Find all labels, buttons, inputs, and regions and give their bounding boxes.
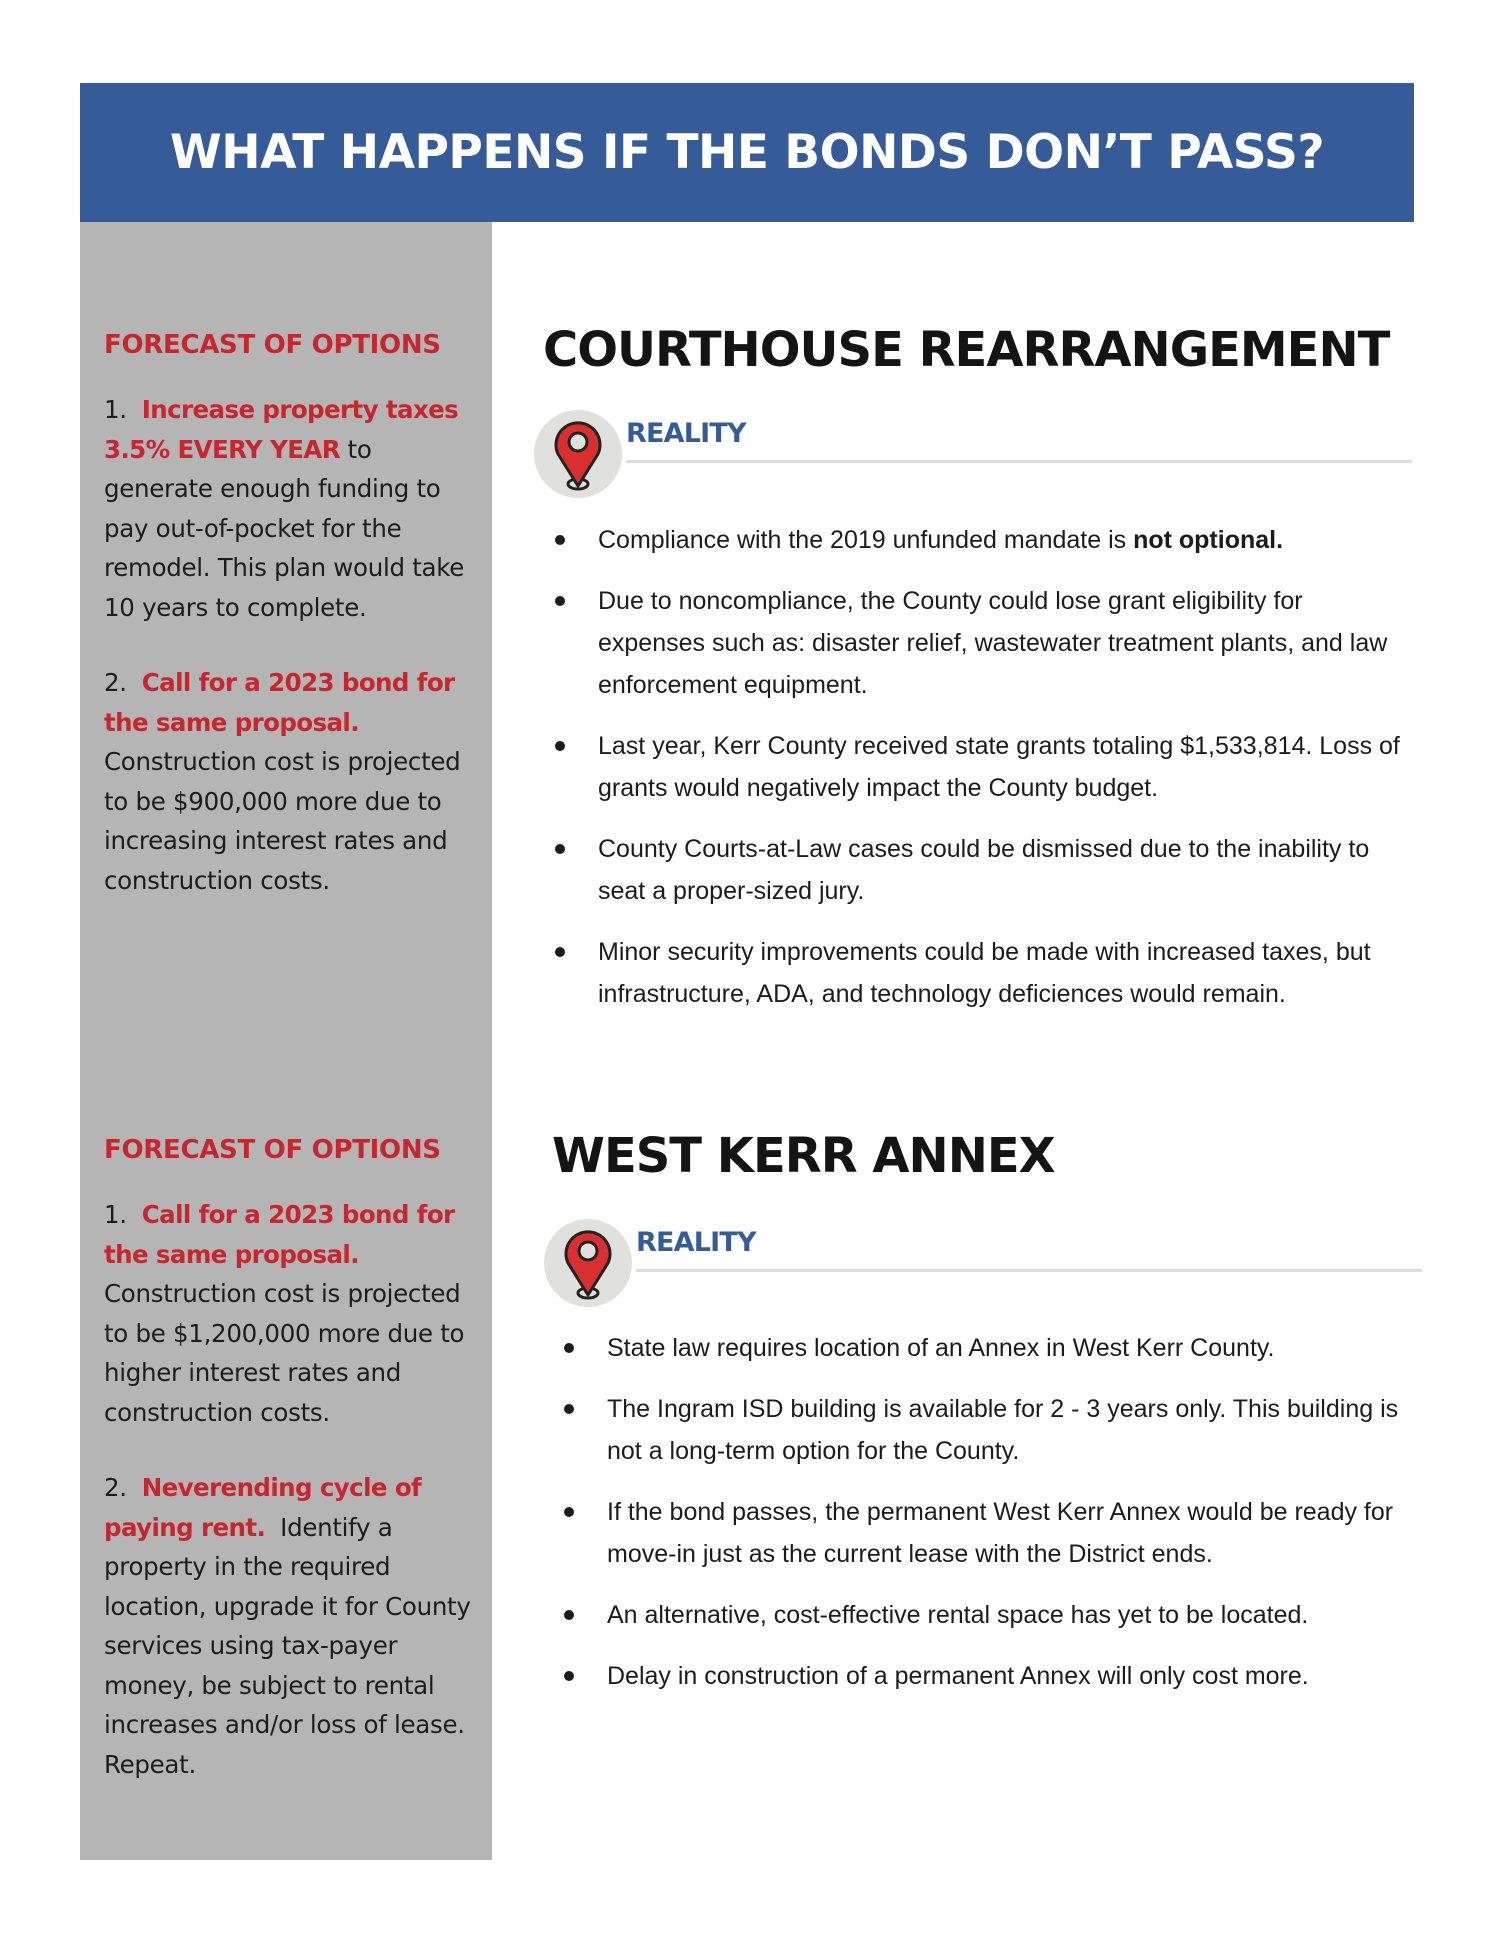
list-item: Last year, Kerr County received state grants totaling $1,533,814. Loss of grants would negatively impact the County budget.	[555, 725, 1415, 809]
map-pin-icon	[534, 410, 622, 498]
option-text: Construction cost is projected to be $1,200,000 more due to higher interest rates and construction costs.	[104, 1279, 465, 1427]
bullet-icon	[564, 1671, 574, 1681]
sidebar-forecast	[80, 222, 492, 1860]
forecast-title: FORECAST OF OPTIONS	[104, 330, 441, 360]
bullet-icon	[564, 1404, 574, 1414]
bullet-icon	[555, 535, 565, 545]
bullet-icon	[555, 947, 565, 957]
list-item: Delay in construction of a permanent Annex will only cost more.	[564, 1655, 1424, 1697]
forecast-option	[104, 390, 484, 627]
forecast-block-annex	[104, 1135, 484, 1784]
reality-label: REALITY	[636, 1227, 756, 1258]
option-highlight: Call for a 2023 bond for the same proposal.	[104, 1200, 455, 1269]
map-pin-icon	[544, 1219, 632, 1307]
option-highlight: Increase property taxes 3.5% EVERY YEAR	[104, 395, 459, 464]
option-number: 2.	[104, 668, 127, 697]
list-item: State law requires location of an Annex in West Kerr County.	[564, 1327, 1424, 1369]
option-highlight: Call for a 2023 bond for the same proposal.	[104, 668, 455, 737]
forecast-option	[104, 1195, 484, 1432]
reality-header	[534, 410, 1414, 500]
bullet-icon	[564, 1610, 574, 1620]
list-item: Minor security improvements could be made with increased taxes, but infrastructure, ADA, and technology deficiences would remain.	[555, 931, 1415, 1015]
header-banner	[80, 83, 1414, 222]
list-item: Compliance with the 2019 unfunded mandate is not optional.	[555, 519, 1415, 561]
reality-list-annex	[564, 1327, 1424, 1716]
bullet-icon	[564, 1343, 574, 1353]
forecast-option	[104, 1468, 484, 1784]
divider	[636, 1269, 1422, 1272]
option-number: 2.	[104, 1473, 127, 1502]
list-item: Due to noncompliance, the County could lose grant eligibility for expenses such as: disaster relief, wastewater treatment plants, and law enforcement equipment.	[555, 580, 1415, 706]
reality-label: REALITY	[626, 418, 746, 449]
bullet-icon	[555, 844, 565, 854]
list-item: An alternative, cost-effective rental space has yet to be located.	[564, 1594, 1424, 1636]
list-item: The Ingram ISD building is available for 2 - 3 years only. This building is not a long-term option for the County.	[564, 1388, 1424, 1472]
option-number: 1.	[104, 395, 127, 424]
section-title-courthouse: COURTHOUSE REARRANGEMENT	[543, 322, 1390, 378]
bullet-icon	[564, 1507, 574, 1517]
list-item: County Courts-at-Law cases could be dismissed due to the inability to seat a proper-sized jury.	[555, 828, 1415, 912]
forecast-title: FORECAST OF OPTIONS	[104, 1135, 441, 1165]
bullet-icon	[555, 596, 565, 606]
reality-header	[544, 1219, 1424, 1309]
option-highlight: Neverending cycle of paying rent.	[104, 1473, 422, 1542]
list-item: If the bond passes, the permanent West Kerr Annex would be ready for move-in just as the current lease with the District ends.	[564, 1491, 1424, 1575]
forecast-block-courthouse	[104, 330, 484, 900]
forecast-option	[104, 663, 484, 900]
bullet-icon	[555, 741, 565, 751]
page-title: WHAT HAPPENS IF THE BONDS DON’T PASS?	[169, 125, 1325, 180]
option-number: 1.	[104, 1200, 127, 1229]
option-text: to generate enough funding to pay out-of-pocket for the remodel. This plan would take 10 years to complete.	[104, 434, 465, 622]
section-title-annex: WEST KERR ANNEX	[552, 1128, 1055, 1184]
reality-list-courthouse	[555, 519, 1415, 1034]
divider	[626, 460, 1412, 463]
option-text: Construction cost is projected to be $900,000 more due to increasing interest rates and construction costs.	[104, 747, 461, 895]
option-text: Identify a property in the required location, upgrade it for County services using tax-payer money, be subject to rental increases and/or loss of lease. Repeat.	[104, 1512, 471, 1779]
